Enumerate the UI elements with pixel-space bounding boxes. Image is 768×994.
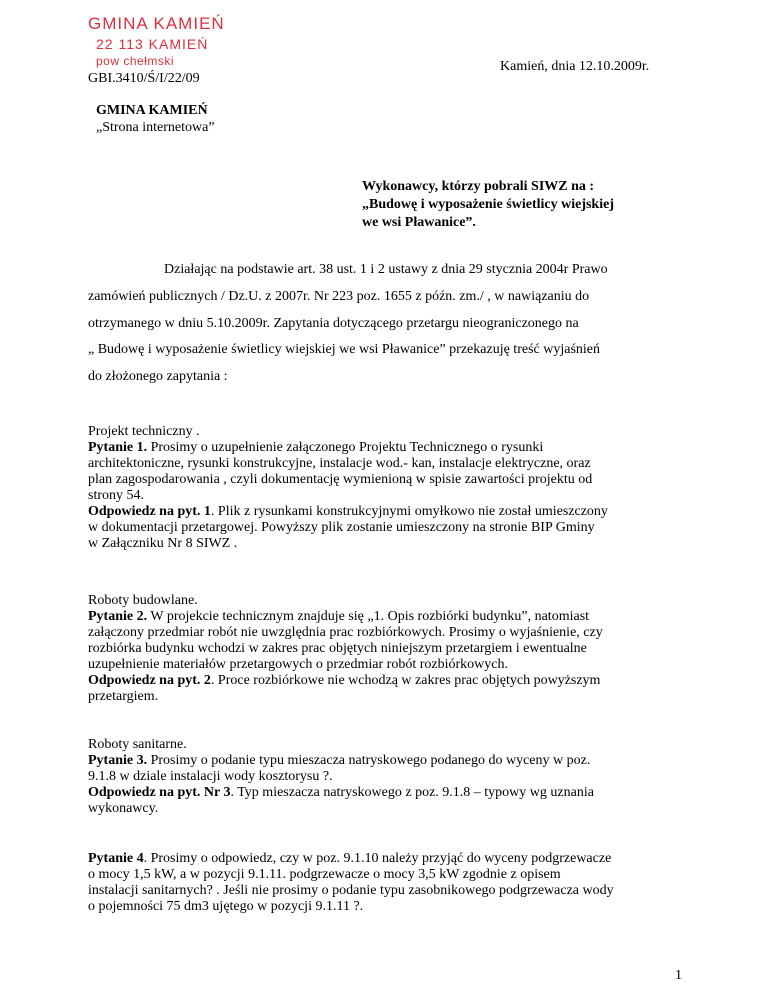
intro-line: Działając na podstawie art. 38 ust. 1 i 2 ustawy z dnia 29 stycznia 2004r Prawo [164, 262, 608, 277]
answer-text: . Plik z rysunkami konstrukcyjnymi omyłkowo nie został umieszczony [210, 504, 608, 519]
answer-text: . Typ mieszacza natryskowego z poz. 9.1.8 – typowy wg uznania [230, 785, 594, 800]
sender-subtitle: „Strona internetowa” [96, 120, 215, 135]
intro-line: „ Budowę i wyposażenie świetlicy wiejskiej we wsi Pławanice” przekazuję treść wyjaśnień [88, 342, 600, 357]
answer-label: Odpowiedz na pyt. 1 [88, 504, 211, 519]
qa-section-1 [88, 424, 688, 552]
qa-section-2 [88, 593, 688, 705]
answer-text: . Proce rozbiórkowe nie wchodzą w zakres prac objętych powyższym [210, 673, 601, 688]
answer-text: wykonawcy. [88, 801, 159, 816]
sender-name: GMINA KAMIEŃ [96, 103, 208, 118]
question-text: 9.1.8 w dziale instalacji wody kosztorysu ?. [88, 769, 333, 784]
question-text: W projekcie technicznym znajduje się „1. Opis rozbiórki budynku”, natomiast [147, 609, 590, 624]
question-label: Pytanie 2. [88, 609, 148, 624]
document-date: Kamień, dnia 12.10.2009r. [500, 59, 650, 74]
question-label: Pytanie 3. [88, 753, 148, 768]
question-text: instalacji sanitarnych? . Jeśli nie prosimy o podanie typu zasobnikowego podgrzewacza wody [88, 883, 614, 898]
question-text: architektoniczne, rysunki konstrukcyjne, instalacje wod.- kan, instalacje elektryczne, oraz [88, 456, 591, 471]
reference-number: GBI.3410/Ś/I/22/09 [88, 71, 200, 86]
answer-text: w dokumentacji przetargowej. Powyższy plik zostanie umieszczony na stronie BIP Gminy [88, 520, 595, 535]
question-text: załączony przedmiar robót nie uwzględnia prac rozbiórkowych. Prosimy o wyjaśnienie, czy [88, 625, 603, 640]
answer-label: Odpowiedz na pyt. Nr 3 [88, 785, 231, 800]
question-label: Pytanie 4 [88, 851, 144, 866]
question-text: Prosimy o uzupełnienie załączonego Projektu Technicznego o rysunki [147, 440, 544, 455]
recipient-line: „Budowę i wyposażenie świetlicy wiejskiej [362, 197, 614, 212]
answer-text: w Załączniku Nr 8 SIWZ . [88, 536, 238, 551]
recipient-block [362, 178, 682, 232]
section-heading: Roboty sanitarne. [88, 737, 187, 752]
question-text: Prosimy o podanie typu mieszacza natryskowego podanego do wyceny w poz. [147, 753, 591, 768]
question-text: rozbiórka budynku wchodzi w zakres prac objętych niniejszym przetargiem i ewentualne [88, 641, 587, 656]
answer-label: Odpowiedz na pyt. 2 [88, 673, 211, 688]
stamp-line-2: 22 113 KAMIEŃ [96, 36, 209, 52]
qa-section-4 [88, 851, 688, 915]
recipient-line: Wykonawcy, którzy pobrali SIWZ na : [362, 179, 595, 194]
question-text: . Prosimy o odpowiedz, czy w poz. 9.1.10 należy przyjąć do wyceny podgrzewacze [143, 851, 612, 866]
intro-line: do złożonego zapytania : [88, 369, 228, 384]
stamp-line-1: GMINA KAMIEŃ [88, 14, 225, 33]
question-text: o pojemności 75 dm3 ujętego w pozycji 9.1.11 ?. [88, 899, 364, 914]
answer-text: przetargiem. [88, 689, 159, 704]
question-text: strony 54. [88, 488, 144, 503]
question-text: plan zagospodarowania , czyli dokumentację wymienioną w spisie zawartości projektu od [88, 472, 593, 487]
recipient-line: we wsi Pławanice”. [362, 215, 476, 230]
intro-line: otrzymanego w dniu 5.10.2009r. Zapytania dotyczącego przetargu nieograniczonego na [88, 316, 579, 331]
section-heading: Projekt techniczny . [88, 424, 200, 439]
office-stamp [88, 14, 238, 76]
stamp-line-3: pow chełmski [96, 54, 175, 68]
question-text: o mocy 1,5 kW, a w pozycji 9.1.11. podgrzewacze o mocy 3,5 kW zgodnie z opisem [88, 867, 561, 882]
intro-line: zamówień publicznych / Dz.U. z 2007r. Nr 223 poz. 1655 z późn. zm./ , w nawiązaniu do [88, 289, 590, 304]
question-text: uzupełnienie materiałów przetargowych o przedmiar robót rozbiórkowych. [88, 657, 508, 672]
qa-section-3 [88, 737, 688, 817]
page-number: 1 [675, 968, 682, 983]
question-label: Pytanie 1. [88, 440, 148, 455]
section-heading: Roboty budowlane. [88, 593, 198, 608]
